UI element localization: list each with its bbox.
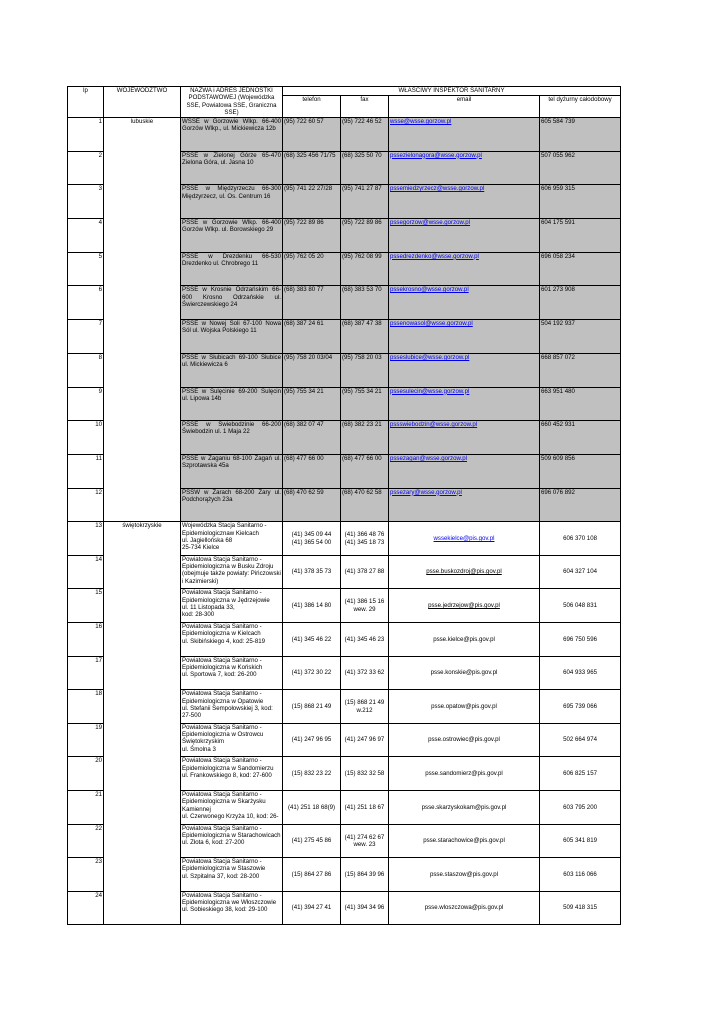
phone-cell: (95) 722 60 57	[283, 118, 341, 152]
row-lp: 7	[68, 320, 104, 354]
row-lp: 22	[68, 824, 104, 858]
fax-cell: (68) 387 47 38	[341, 320, 389, 354]
email-link[interactable]: psse.opatow@pis.gov.pl	[431, 702, 497, 710]
email-link[interactable]: psse.jedrzejow@pis.gov.pl	[428, 602, 500, 610]
email-link[interactable]: pssezagan@wsse.gorzow.pl	[390, 454, 467, 462]
phone-cell: (41) 394 27 41	[283, 891, 341, 925]
row-lp: 24	[68, 891, 104, 925]
fax-cell: (41) 274 62 67 wew. 23	[341, 824, 389, 858]
email-link[interactable]: psse.kielce@pis.gov.pl	[433, 635, 495, 643]
email-link[interactable]: psse.buskozdroj@pis.gov.pl	[426, 568, 502, 576]
duty-phone-cell: 604 933 965	[540, 656, 621, 690]
phone-cell: (41) 345 46 22	[283, 623, 341, 657]
email-cell	[389, 219, 540, 253]
duty-phone-cell: 509 609 856	[540, 454, 621, 488]
email-cell	[389, 656, 540, 690]
email-link[interactable]: psse.wloszczowa@pis.gov.pl	[424, 904, 504, 912]
duty-phone-cell: 696 076 892	[540, 488, 621, 522]
header-tel24: tel dyżurny całodobowy	[540, 96, 621, 118]
email-cell	[389, 252, 540, 286]
email-cell	[389, 891, 540, 925]
row-lp: 14	[68, 555, 104, 589]
phone-cell: (41) 345 09 44 (41) 365 54 00	[283, 522, 341, 556]
duty-phone-cell: 605 341 819	[540, 824, 621, 858]
header-email: email	[389, 96, 540, 118]
unit-name: PSSE w Gorzowie Wlkp. 66-400 Gorzów Wlkp. ul. Borowskiego 29	[181, 219, 283, 253]
email-cell	[389, 522, 540, 556]
email-link[interactable]: pssekrosno@wsse.gorzow.pl	[390, 286, 469, 294]
unit-name: Powiatowa Stacja Sanitarno - Epidemiologiczna w Jędrzejowie ul. 11 Listopada 33, kod: 28-300	[181, 589, 283, 623]
fax-cell: (41) 386 15 16 wew. 29	[341, 589, 389, 623]
fax-cell: (95) 758 20 03	[341, 353, 389, 387]
group-swietokrzyskie: świętokrzyskie	[104, 522, 181, 925]
phone-cell: (41) 378 35 73	[283, 555, 341, 589]
fax-cell: (41) 394 34 96	[341, 891, 389, 925]
phone-cell: (41) 372 30 22	[283, 656, 341, 690]
unit-name: WSSE w Gorzowie Wlkp. 66-400 Gorzów Wlkp., ul. Mickiewicza 12b	[181, 118, 283, 152]
phone-cell: (95) 722 89 86	[283, 219, 341, 253]
row-lp: 1	[68, 118, 104, 152]
row-lp: 21	[68, 791, 104, 825]
email-link[interactable]: pssedrezdenko@wsse.gorzow.pl	[390, 252, 479, 260]
email-link[interactable]: psseslubice@wsse.gorzow.pl	[390, 353, 470, 361]
duty-phone-cell: 696 058 234	[540, 252, 621, 286]
duty-phone-cell: 604 327 104	[540, 555, 621, 589]
fax-cell: (95) 741 27 87	[341, 185, 389, 219]
fax-cell: (95) 722 46 52	[341, 118, 389, 152]
row-lp: 19	[68, 723, 104, 757]
row-lp: 4	[68, 219, 104, 253]
duty-phone-cell: 606 370 108	[540, 522, 621, 556]
fax-cell: (41) 372 33 62	[341, 656, 389, 690]
row-lp: 10	[68, 421, 104, 455]
unit-name: PSSE w Nowej Soli 67-100 Nowa Sól ul. Wojska Polskiego 11	[181, 320, 283, 354]
row-lp: 17	[68, 656, 104, 690]
phone-cell: (15) 864 27 86	[283, 858, 341, 892]
table-body	[68, 87, 621, 925]
fax-cell: (68) 325 50 70	[341, 151, 389, 185]
unit-name: Wojewódzka Stacja Sanitarno - Epidemiologicznaw Kielcach ul. Jagiellońska 68 25-734 Kielce	[181, 522, 283, 556]
fax-cell: (95) 762 08 99	[341, 252, 389, 286]
phone-cell: (95) 755 34 21	[283, 387, 341, 421]
row-lp: 13	[68, 522, 104, 556]
unit-name: PSSW w Żarach 68-200 Żary ul. Podchorążych 23a	[181, 488, 283, 522]
fax-cell: (68) 382 23 21	[341, 421, 389, 455]
row-lp: 11	[68, 454, 104, 488]
email-cell	[389, 353, 540, 387]
phone-cell: (41) 275 45 86	[283, 824, 341, 858]
email-cell	[389, 118, 540, 152]
email-cell	[389, 151, 540, 185]
phone-cell: (41) 386 14 80	[283, 589, 341, 623]
email-link[interactable]: psse.ostrowiec@pis.gov.pl	[428, 736, 500, 744]
fax-cell: (15) 832 32 58	[341, 757, 389, 791]
email-cell	[389, 387, 540, 421]
email-cell	[389, 421, 540, 455]
fax-cell: (68) 470 62 58	[341, 488, 389, 522]
header-nazwa: NAZWA i ADRES JEDNOSTKI PODSTAWOWEJ (Wojewódzka SSE, Powiatowa SSE, Graniczna SSE)	[181, 87, 283, 118]
header-wojewodztwo: WOJEWÓDZTWO	[104, 87, 181, 118]
unit-name: PSSE w Słubicach 69-100 Słubice ul. Mickiewicza 6	[181, 353, 283, 387]
email-cell	[389, 286, 540, 320]
phone-cell: (68) 325 456 71/75	[283, 151, 341, 185]
duty-phone-cell: 601 273 908	[540, 286, 621, 320]
duty-phone-cell: 660 452 931	[540, 421, 621, 455]
fax-cell: (41) 378 27 88	[341, 555, 389, 589]
email-link[interactable]: psse.sandomierz@pis.gov.pl	[425, 770, 503, 778]
unit-name: PSSE w Zielonej Górze 65-470 Zielona Góra, ul. Jasna 10	[181, 151, 283, 185]
row-lp: 20	[68, 757, 104, 791]
row-lp: 8	[68, 353, 104, 387]
unit-name: PSSE w Świebodzinie 66-200 Świebodzin ul. 1 Maja 22	[181, 421, 283, 455]
unit-name: PSSE w Drezdenku 66-530 Drezdenko ul. Chrobrego 11	[181, 252, 283, 286]
fax-cell: (15) 868 21 49 w.212	[341, 690, 389, 724]
email-link[interactable]: wssekielce@pis.gov.pl	[433, 534, 495, 542]
email-link[interactable]: pssesulecin@wsse.gorzow.pl	[390, 387, 470, 395]
email-cell	[389, 623, 540, 657]
email-link[interactable]: pssemiedzyrzecz@wsse.gorzow.pl	[390, 185, 485, 193]
email-link[interactable]: pssezary@wsse.gorzow.pl	[390, 488, 462, 496]
unit-name: Powiatowa Stacja Sanitarno - Epidemiologiczna w Kielcach ul. Skibińskiego 4, kod: 25-819	[181, 623, 283, 657]
email-link[interactable]: psse.starachowice@pis.gov.pl	[423, 837, 505, 845]
fax-cell: (68) 383 53 70	[341, 286, 389, 320]
header-row-top	[68, 87, 621, 96]
email-link[interactable]: pssenowasol@wsse.gorzow.pl	[390, 320, 473, 328]
phone-cell: (68) 477 66 00	[283, 454, 341, 488]
phone-cell: (68) 382 07 47	[283, 421, 341, 455]
phone-cell: (95) 758 20 03/04	[283, 353, 341, 387]
email-cell	[389, 589, 540, 623]
unit-name: Powiatowa Stacja Sanitarno - Epidemiologiczna w Opatowie ul. Stefanii Sempołowskiej 3, kod: 27-500	[181, 690, 283, 724]
row-lp: 18	[68, 690, 104, 724]
unit-name: Powiatowa Stacja Sanitarno - Epidemiologiczna w Staszowie ul. Szpitalna 37, kod: 28-200	[181, 858, 283, 892]
group-lubuskie: lubuskie	[104, 118, 181, 522]
phone-cell: (41) 251 18 68(9)	[283, 791, 341, 825]
email-link[interactable]: pssezielonagora@wsse.gorzow.pl	[390, 151, 482, 159]
row-lp: 16	[68, 623, 104, 657]
header-lp: lp	[68, 87, 104, 118]
email-link[interactable]: pssegorzow@wsse.gorzow.pl	[390, 219, 471, 227]
row-lp: 12	[68, 488, 104, 522]
row-lp: 15	[68, 589, 104, 623]
header-telefon: telefon	[283, 96, 341, 118]
header-inspektor: WŁAŚCIWY INSPEKTOR SANITARNY	[283, 87, 621, 96]
email-link[interactable]: psse.konskie@pis.gov.pl	[430, 669, 498, 677]
phone-cell: (68) 383 80 77	[283, 286, 341, 320]
email-link[interactable]: pssswiebodzin@wsse.gorzow.pl	[390, 421, 478, 429]
duty-phone-cell: 606 959 315	[540, 185, 621, 219]
duty-phone-cell: 696 750 596	[540, 623, 621, 657]
fax-cell: (41) 366 48 76 (41) 345 18 73	[341, 522, 389, 556]
row-lp: 5	[68, 252, 104, 286]
duty-phone-cell: 603 795 200	[540, 791, 621, 825]
fax-cell: (95) 722 89 86	[341, 219, 389, 253]
duty-phone-cell: 605 584 739	[540, 118, 621, 152]
fax-cell: (41) 251 18 67	[341, 791, 389, 825]
fax-cell: (15) 864 39 96	[341, 858, 389, 892]
email-cell	[389, 791, 540, 825]
duty-phone-cell: 606 825 157	[540, 757, 621, 791]
duty-phone-cell: 695 739 066	[540, 690, 621, 724]
header-fax: fax	[341, 96, 389, 118]
email-link[interactable]: psse.skarzyskokam@pis.gov.pl	[421, 803, 507, 811]
phone-cell: (68) 387 24 61	[283, 320, 341, 354]
email-cell	[389, 858, 540, 892]
phone-cell: (15) 868 21 49	[283, 690, 341, 724]
table-row	[68, 118, 621, 152]
row-lp: 6	[68, 286, 104, 320]
duty-phone-cell: 663 951 480	[540, 387, 621, 421]
email-cell	[389, 185, 540, 219]
duty-phone-cell: 509 418 315	[540, 891, 621, 925]
unit-name: Powiatowa Stacja Sanitarno - Epidemiologiczna w Skarżysku Kamiennej ul. Czerwonego Krzyża 10, kod: 26-	[181, 791, 283, 825]
duty-phone-cell: 502 664 974	[540, 723, 621, 757]
fax-cell: (41) 345 46 23	[341, 623, 389, 657]
fax-cell: (41) 247 96 97	[341, 723, 389, 757]
email-cell	[389, 555, 540, 589]
phone-cell: (15) 832 23 22	[283, 757, 341, 791]
email-cell	[389, 488, 540, 522]
unit-name: PSSE w Sulęcinie 69-200 Sulęcin ul. Lipowa 14b	[181, 387, 283, 421]
fax-cell: (95) 755 34 21	[341, 387, 389, 421]
row-lp: 23	[68, 858, 104, 892]
duty-phone-cell: 507 055 962	[540, 151, 621, 185]
row-lp: 3	[68, 185, 104, 219]
duty-phone-cell: 506 048 831	[540, 589, 621, 623]
duty-phone-cell: 604 175 591	[540, 219, 621, 253]
unit-name: Powiatowa Stacja Sanitarno - Epidemiologiczna w Ostrowcu Świętokrzyskim ul. Śmolna 3	[181, 723, 283, 757]
email-cell	[389, 824, 540, 858]
unit-name: PSSE w Żaganiu 68-100 Żagań ul. Szprotawska 45a	[181, 454, 283, 488]
email-cell	[389, 690, 540, 724]
unit-name: PSSE w Międzyrzeczu 66-300 Międzyrzecz, ul. Os. Centrum 16	[181, 185, 283, 219]
email-cell	[389, 320, 540, 354]
email-cell	[389, 454, 540, 488]
duty-phone-cell: 668 857 072	[540, 353, 621, 387]
email-cell	[389, 757, 540, 791]
phone-cell: (68) 470 62 59	[283, 488, 341, 522]
duty-phone-cell: 603 116 066	[540, 858, 621, 892]
email-cell	[389, 723, 540, 757]
inspectors-table	[67, 86, 621, 925]
unit-name: PSSE w Krosnie Odrzańskim 66-600 Krosno Odrzańskie ul. Świerczewskiego 24	[181, 286, 283, 320]
phone-cell: (41) 247 96 95	[283, 723, 341, 757]
unit-name: Powiatowa Stacja Sanitarno - Epidemiologiczna w Końskich ul. Sportowa 7, kod: 26-200	[181, 656, 283, 690]
row-lp: 9	[68, 387, 104, 421]
unit-name: Powiatowa Stacja Sanitarno - Epidemiologiczna w Sandomierzu ul. Frankowskiego 8, kod: 27-600	[181, 757, 283, 791]
email-link[interactable]: psse.staszow@pis.gov.pl	[429, 870, 499, 878]
phone-cell: (95) 762 05 20	[283, 252, 341, 286]
unit-name: Powiatowa Stacja Sanitarno - Epidemiologiczna we Włoszczowie ul. Sobieskiego 38, kod: 29-100	[181, 891, 283, 925]
row-lp: 2	[68, 151, 104, 185]
phone-cell: (95) 741 22 27/28	[283, 185, 341, 219]
unit-name: Powiatowa Stacja Sanitarno - Epidemiologiczna w Busku Zdroju (obejmuje także powiaty: Pińczowski i Kazimierski)	[181, 555, 283, 589]
email-link[interactable]: wsse@wsse.gorzow.pl	[390, 118, 452, 125]
unit-name: Powiatowa Stacja Sanitarno - Epidemiologiczna w Starachowicach ul. Złota 6, kod: 27-200	[181, 824, 283, 858]
duty-phone-cell: 504 192 937	[540, 320, 621, 354]
fax-cell: (68) 477 66 00	[341, 454, 389, 488]
table-row	[68, 522, 621, 556]
